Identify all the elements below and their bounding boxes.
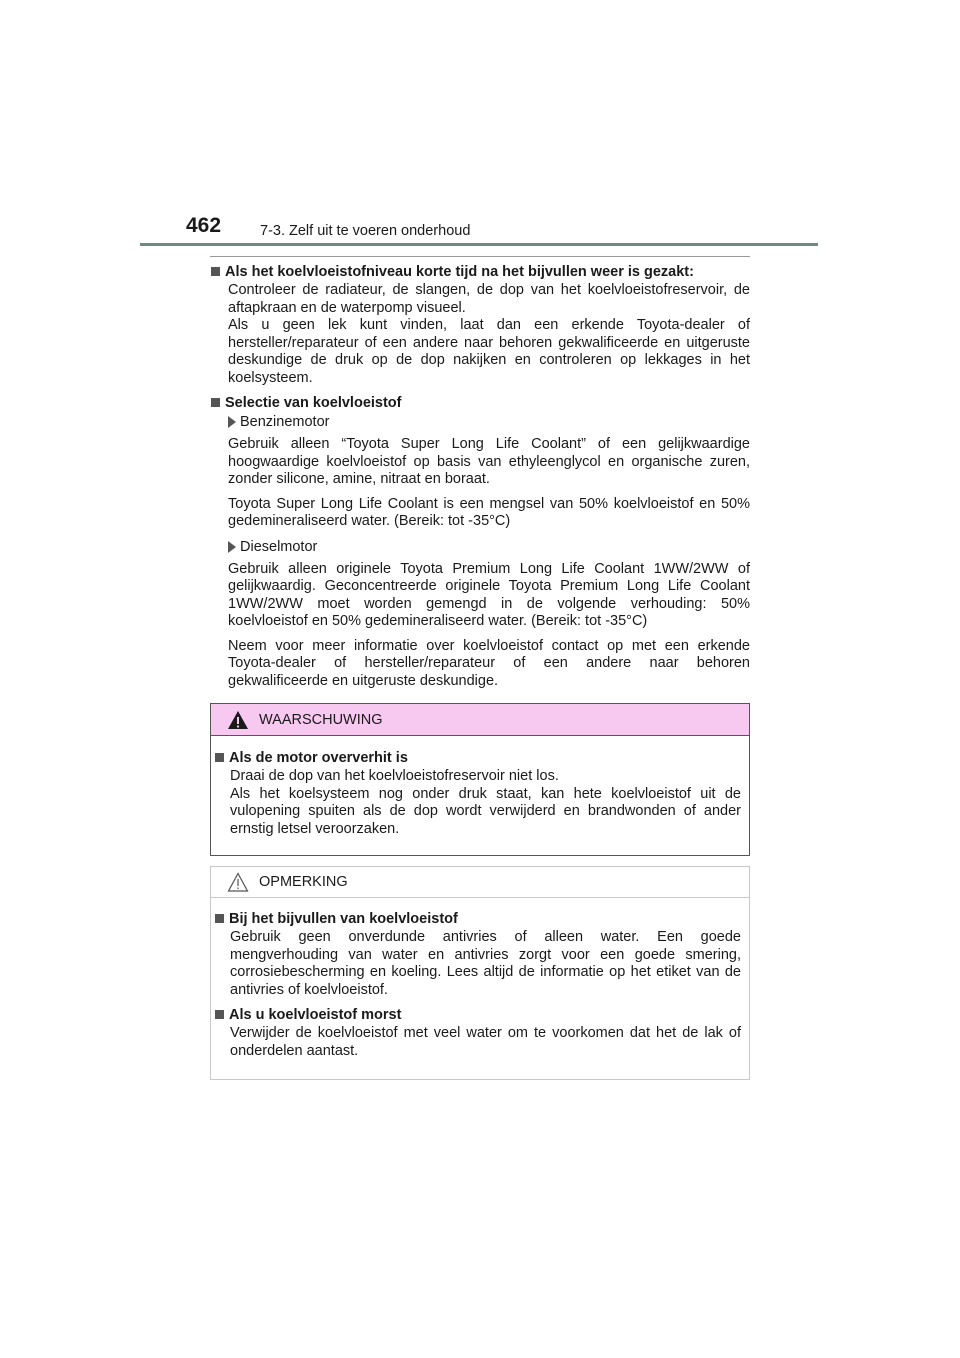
paragraph: Gebruik geen onverdunde antivries of alleen water. Een goede mengverhouding van water en antivries zorgt voor een goede smering, corrosiebescherming en koeling. Lees altijd de informatie op het etiket van de antivries of koelvloeistof. — [230, 929, 741, 998]
section-heading-coolant-selection — [210, 394, 750, 412]
warning-heading — [214, 749, 741, 767]
subheading-diesel — [228, 538, 750, 556]
notice-header — [211, 867, 749, 898]
main-content — [210, 256, 750, 697]
notice-label: OPMERKING — [259, 874, 348, 890]
bullet-square-icon — [215, 753, 224, 762]
paragraph: Als u geen lek kunt vinden, laat dan een erkende Toyota-dealer of hersteller/reparateur of een andere naar behoren gekwalificeerde en uitgeruste deskundige de druk op de dop nakijken en controleren op lekkages in het koelsysteem. — [228, 317, 750, 386]
subheading-text: Dieselmotor — [240, 538, 318, 555]
top-divider — [210, 256, 750, 257]
arrow-right-icon — [228, 416, 236, 428]
warning-header — [211, 704, 749, 736]
heading-text: Selectie van koelvloeistof — [225, 395, 402, 411]
warning-label: WAARSCHUWING — [259, 711, 383, 728]
caution-triangle-icon — [227, 872, 249, 892]
bullet-square-icon — [211, 398, 220, 407]
heading-text: Als u koelvloeistof morst — [229, 1007, 402, 1023]
header-rule — [140, 243, 818, 246]
warning-triangle-icon — [227, 710, 249, 730]
warning-box — [210, 703, 750, 856]
paragraph: Neem voor meer informatie over koelvloeistof contact op met een erkende Toyota-dealer of hersteller/reparateur of een andere naar behoren gekwalificeerde en uitgeruste deskundige. — [228, 637, 750, 689]
paragraph: Toyota Super Long Life Coolant is een mengsel van 50% koelvloeistof en 50% gedemineraliseerd water. (Bereik: tot -35°C) — [228, 495, 750, 529]
heading-text: Bij het bijvullen van koelvloeistof — [229, 911, 458, 927]
page-number: 462 — [186, 214, 222, 237]
section-title: 7-3. Zelf uit te voeren onderhoud — [260, 223, 471, 239]
notice-heading — [214, 910, 741, 928]
paragraph: Draai de dop van het koelvloeistofreservoir niet los. — [230, 768, 559, 784]
paragraph: Verwijder de koelvloeistof met veel water om te voorkomen dat het de lak of onderdelen aantast. — [230, 1025, 741, 1059]
notice-box — [210, 866, 750, 1080]
paragraph: Gebruik alleen “Toyota Super Long Life Coolant” of een gelijkwaardige hoogwaardige koelvloeistof op basis van ethyleenglycol en organische zuren, zonder silicone, amine, nitraat en boraat. — [228, 436, 750, 487]
paragraph: Controleer de radiateur, de slangen, de dop van het koelvloeistofreservoir, de aftapkraan en de waterpomp visueel. — [228, 282, 750, 316]
page-header — [0, 0, 960, 250]
subheading-petrol — [228, 413, 750, 431]
section-heading-coolant-drop — [210, 263, 750, 281]
bullet-square-icon — [215, 1010, 224, 1019]
subheading-text: Benzinemotor — [240, 414, 330, 430]
arrow-right-icon — [228, 541, 236, 553]
heading-text: Als de motor oververhit is — [229, 750, 408, 766]
bullet-square-icon — [211, 267, 220, 276]
bullet-square-icon — [215, 914, 224, 923]
notice-heading — [214, 1006, 741, 1024]
paragraph: Gebruik alleen originele Toyota Premium Long Life Coolant 1WW/2WW of gelijkwaardig. Geconcentreerde originele Toyota Premium Long Life Coolant 1WW/2WW moet worden gemengd in de volgende verhouding: 50% koelvloeistof en 50% gedemineraliseerd water. (Bereik: tot -35°C) — [228, 560, 750, 629]
paragraph: Als het koelsysteem nog onder druk staat, kan hete koelvloeistof uit de vulopening spuiten als de dop wordt verwijderd en brandwonden of ander ernstig letsel veroorzaken. — [230, 785, 741, 837]
heading-text: Als het koelvloeistofniveau korte tijd na het bijvullen weer is gezakt: — [225, 264, 694, 280]
